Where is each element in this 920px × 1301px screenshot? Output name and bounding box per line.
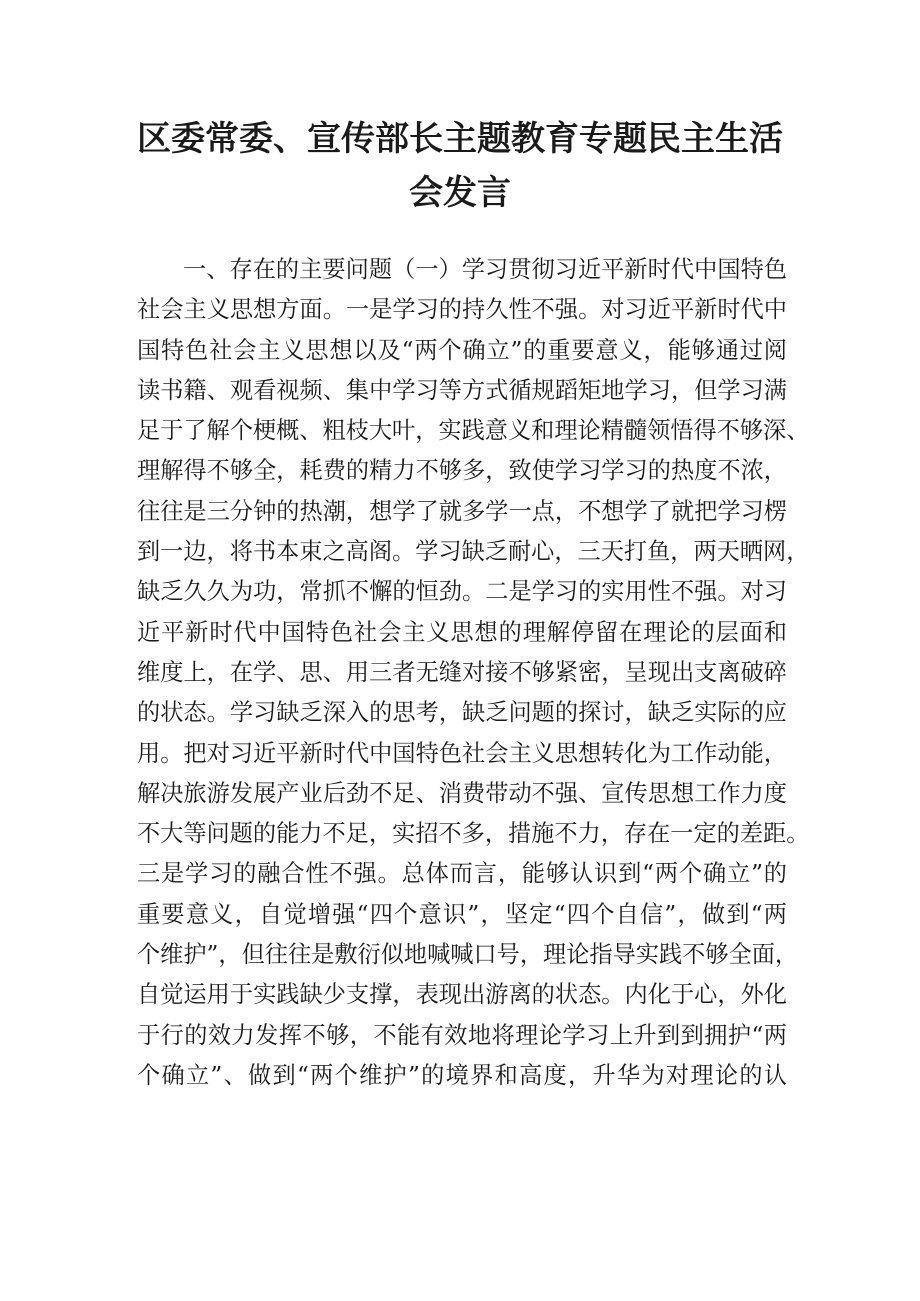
body-line: 重要意义，自觉增强“四个意识”，坚定“四个自信”，做到“两 — [137, 900, 787, 928]
body-line: 近平新时代中国特色社会主义思想的理解停留在理论的层面和 — [137, 618, 787, 646]
body-line: 读书籍、观看视频、集中学习等方式循规蹈矩地学习，但学习满 — [137, 376, 787, 404]
title-line: 会发言 — [409, 173, 511, 213]
body-line: 个确立”、做到“两个维护”的境界和高度，升华为对理论的认 — [137, 1061, 787, 1089]
title-line: 区委常委、宣传部长主题教育专题民主生活 — [137, 119, 783, 159]
body-line: 往往是三分钟的热潮，想学了就多学一点，不想学了就把学习楞 — [137, 497, 787, 525]
body-line: 到一边，将书本束之高阁。学习缺乏耐心，三天打鱼，两天晒网， — [137, 538, 810, 566]
body-line: 用。把对习近平新时代中国特色社会主义思想转化为工作动能， — [137, 739, 787, 767]
body-line: 国特色社会主义思想以及“两个确立”的重要意义，能够通过阅 — [137, 336, 787, 364]
body-line: 解决旅游发展产业后劲不足、消费带动不强、宣传思想工作力度 — [137, 779, 787, 807]
body-line: 缺乏久久为功，常抓不懈的恒劲。二是学习的实用性不强。对习 — [137, 578, 787, 606]
body-line: 于行的效力发挥不够，不能有效地将理论学习上升到到拥护“两 — [137, 1021, 787, 1049]
body-line: 理解得不够全，耗费的精力不够多，致使学习学习的热度不浓， — [137, 457, 787, 485]
body-line: 个维护”，但往往是敷衍似地喊喊口号，理论指导实践不够全面， — [137, 941, 799, 969]
body-line: 维度上，在学、思、用三者无缝对接不够紧密，呈现出支离破碎 — [137, 658, 787, 686]
body-line: 的状态。学习缺乏深入的思考，缺乏问题的探讨，缺乏实际的应 — [137, 699, 787, 727]
body-line: 一、存在的主要问题（一）学习贯彻习近平新时代中国特色 — [183, 256, 787, 283]
document-title — [120, 112, 800, 220]
body-line: 三是学习的融合性不强。总体而言，能够认识到“两个确立”的 — [137, 860, 787, 888]
body-line: 足于了解个梗概、粗枝大叶，实践意义和理论精髓领悟得不够深、 — [137, 417, 810, 445]
body-line: 自觉运用于实践缺少支撑，表现出游离的状态。内化于心，外化 — [137, 981, 787, 1009]
document-body — [137, 250, 810, 1096]
body-line: 社会主义思想方面。一是学习的持久性不强。对习近平新时代中 — [137, 296, 787, 324]
body-line: 不大等问题的能力不足，实招不多，措施不力，存在一定的差距。 — [137, 820, 810, 848]
